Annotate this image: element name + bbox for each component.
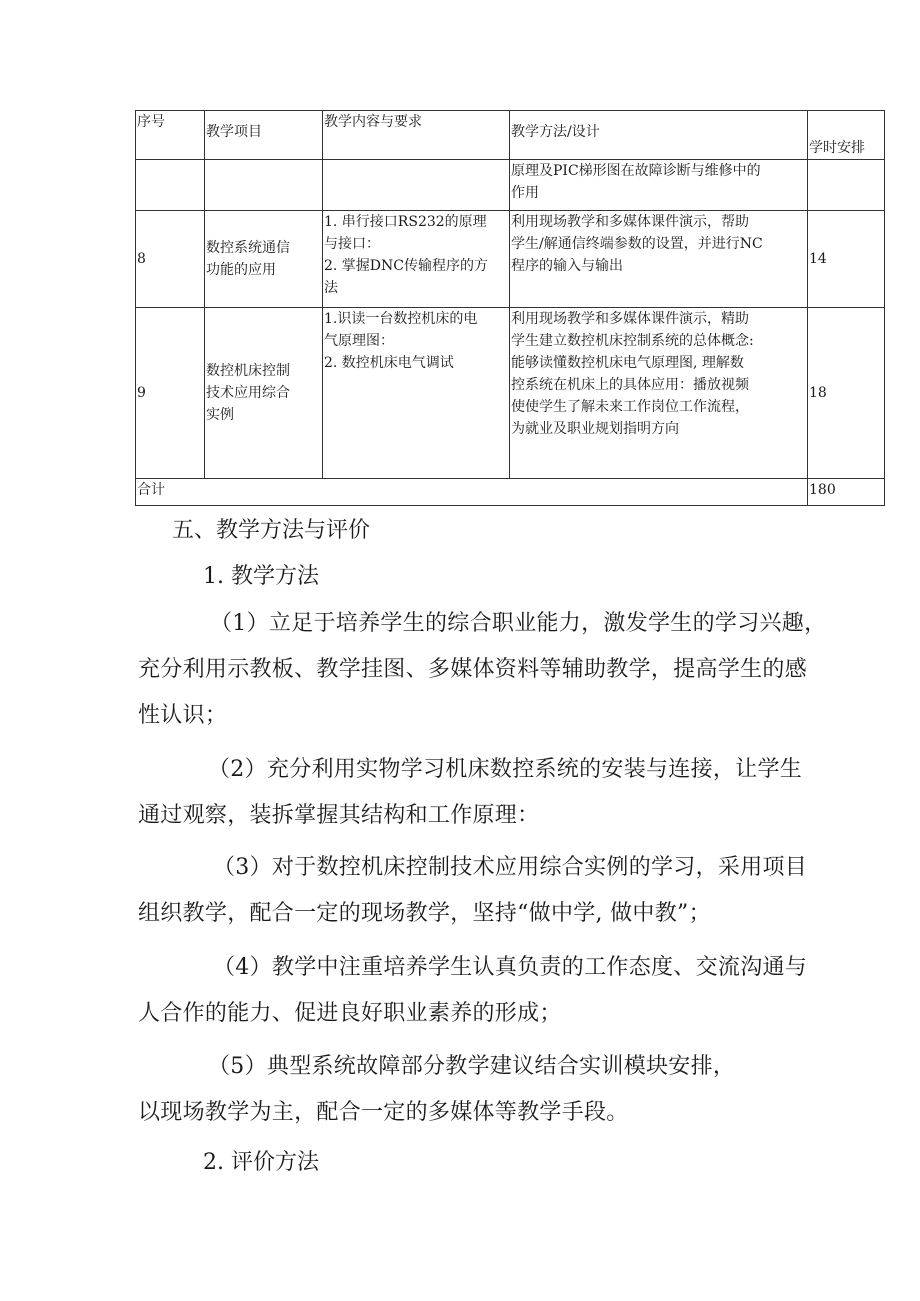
cell-content bbox=[323, 160, 510, 211]
para-line: 人合作的能力、促进良好职业素养的形成； bbox=[138, 1001, 562, 1026]
method-item-1 bbox=[138, 601, 888, 739]
text-line: 技术应用综合 bbox=[206, 385, 290, 401]
table-row bbox=[136, 160, 885, 211]
para-line: （1）立足于培养学生的综合职业能力，激发学生的学习兴趣， bbox=[210, 611, 827, 636]
cell-method bbox=[510, 211, 808, 308]
text-line: 作用 bbox=[511, 185, 539, 201]
para-line: 通过观察，装拆掌握其结构和工作原理： bbox=[138, 803, 540, 828]
header-project: 教学项目 bbox=[205, 111, 323, 160]
text-line: 1. 串行接口RS232的原理 bbox=[324, 214, 487, 230]
method-item-4 bbox=[138, 945, 888, 1037]
text-line: 气原理图： bbox=[324, 333, 394, 349]
text-line: 为就业及职业规划指明方向 bbox=[511, 421, 679, 437]
cell-content bbox=[323, 211, 510, 308]
para-line: （4）教学中注重培养学生认真负责的工作态度、交流沟通与 bbox=[213, 955, 808, 980]
total-hours: 180 bbox=[808, 479, 885, 506]
para-line: 以现场教学为主，配合一定的多媒体等教学手段。 bbox=[138, 1100, 629, 1125]
text-line: 学生/解通信终端参数的设置，并进行NC bbox=[511, 236, 763, 252]
total-label: 合计 bbox=[136, 479, 808, 506]
text-line: 数控机床控制 bbox=[206, 363, 290, 379]
text-line: 控系统在机床上的具体应用：播放视频 bbox=[511, 377, 749, 393]
method-item-2 bbox=[138, 747, 888, 839]
cell-project bbox=[205, 211, 323, 308]
header-hours: 学时安排 bbox=[808, 111, 885, 160]
cell-hours: 18 bbox=[808, 308, 885, 479]
para-line: 充分利用示教板、教学挂图、多媒体资料等辅助教学，提高学生的感 bbox=[138, 657, 808, 682]
table-total-row bbox=[136, 479, 885, 506]
text-line: 与接口： bbox=[324, 236, 380, 252]
table-row bbox=[136, 211, 885, 308]
text-line: 功能的应用 bbox=[206, 262, 276, 278]
text-line: 2. 数控机床电气调试 bbox=[324, 355, 454, 371]
text-line: 利用现场教学和多媒体课件演示，精助 bbox=[511, 311, 749, 327]
method-item-3 bbox=[138, 845, 888, 937]
text-line: 实例 bbox=[206, 407, 234, 423]
cell-content bbox=[323, 308, 510, 479]
cell-method bbox=[510, 308, 808, 479]
text-line: 数控系统通信 bbox=[206, 240, 290, 256]
text-line: 能够读懂数控机床电气原理图, 理解数 bbox=[511, 355, 744, 371]
para-line: （2）充分利用实物学习机床数控系统的安装与连接，让学生 bbox=[208, 757, 803, 782]
cell-no: 9 bbox=[136, 308, 205, 479]
cell-hours bbox=[808, 160, 885, 211]
table-header-row bbox=[136, 111, 885, 160]
text-line: 1.识读一台数控机床的电 bbox=[324, 311, 478, 327]
section-title: 五、教学方法与评价 bbox=[172, 518, 371, 543]
header-method: 教学方法/设计 bbox=[510, 111, 808, 160]
cell-project bbox=[205, 308, 323, 479]
method-item-5 bbox=[138, 1044, 888, 1136]
curriculum-table bbox=[135, 110, 885, 506]
text-line: 2. 掌握DNC传输程序的方 bbox=[324, 258, 488, 274]
para-line: 组织教学，配合一定的现场教学，坚持“做中学, 做中教”； bbox=[138, 901, 711, 926]
text-line: 法 bbox=[324, 280, 338, 296]
text-line: 使使学生了解未来工作岗位工作流程， bbox=[511, 399, 749, 415]
cell-project bbox=[205, 160, 323, 211]
cell-method bbox=[510, 160, 808, 211]
cell-hours: 14 bbox=[808, 211, 885, 308]
table-row bbox=[136, 308, 885, 479]
text-line: 程序的输入与输出 bbox=[511, 258, 623, 274]
cell-no: 8 bbox=[136, 211, 205, 308]
para-line: （5）典型系统故障部分教学建议结合实训模块安排， bbox=[208, 1054, 736, 1079]
text-line: 原理及PIC梯形图在故障诊断与维修中的 bbox=[511, 163, 761, 179]
cell-no bbox=[136, 160, 205, 211]
header-content: 教学内容与要求 bbox=[323, 111, 510, 160]
subsection-title-methods: 1. 教学方法 bbox=[203, 564, 319, 589]
header-no: 序号 bbox=[136, 111, 205, 160]
text-line: 学生建立数控机床控制系统的总体概念: bbox=[511, 333, 754, 349]
para-line: （3）对于数控机床控制技术应用综合实例的学习，采用项目 bbox=[213, 855, 808, 880]
subsection-title-evaluation: 2. 评价方法 bbox=[203, 1150, 319, 1175]
text-line: 利用现场教学和多媒体课件演示，帮助 bbox=[511, 214, 749, 230]
para-line: 性认识； bbox=[138, 703, 228, 728]
